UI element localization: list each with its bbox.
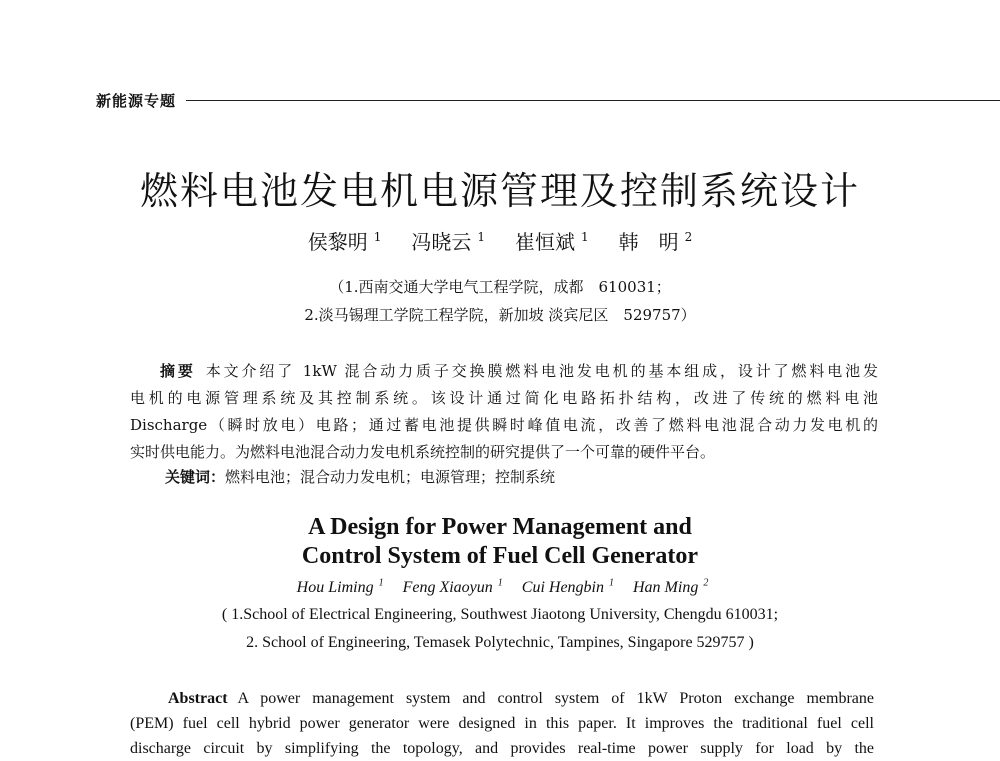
chinese-title: 燃料电池发电机电源管理及控制系统设计 — [139, 169, 860, 213]
section-tag: 新能源专题 — [96, 91, 177, 110]
chinese-abstract — [130, 358, 878, 466]
affiliation-en-2: 2. School of Engineering, Temasek Polytechnic, Tampines, Singapore 529757 ) — [246, 634, 754, 651]
chinese-authors — [0, 226, 1000, 255]
author-en-3: Cui Hengbin $^1$ — [521, 578, 614, 597]
chinese-keywords — [165, 466, 555, 487]
abstract-en-line: discharge circuit by simplifying the topology, and provides real-time power supply for load by the — [130, 740, 874, 757]
english-title-line-2: Control System of Fuel Cell Generator — [301, 543, 699, 569]
abstract-cn-line: Discharge（瞬时放电）电路；通过蓄电池提供瞬时峰值电流，改善了燃料电池混合动力发电机的 — [130, 416, 878, 434]
english-title-line-1: A Design for Power Management and — [308, 514, 692, 540]
author-cn-4: 韩 明 $^2$ — [618, 230, 693, 254]
abstract-cn-line: 实时供电能力。为燃料电池混合动力发电机系统控制的研究提供了一个可靠的硬件平台。 — [130, 443, 716, 461]
english-authors — [0, 578, 1000, 597]
author-en-2: Feng Xiaoyun $^1$ — [402, 578, 503, 597]
section-header — [96, 88, 1000, 112]
affiliation-cn-2: 2.淡马锡理工学院工程学院，新加坡 淡宾尼区 529757） — [304, 306, 696, 324]
abstract-en-line: Abstract A power management system and control system of 1kW Proton exchange membrane — [168, 690, 874, 707]
abstract-cn-line: 电机的电源管理系统及其控制系统。该设计通过简化电路拓扑结构，改进了传统的燃料电池 — [130, 389, 878, 407]
affiliation-cn-1: （1.西南交通大学电气工程学院，成都 610031； — [329, 278, 671, 296]
header-rule — [186, 100, 1000, 101]
abstract-cn-label: 摘要 — [160, 362, 196, 380]
abstract-cn-line: 摘要 本文介绍了 1kW 混合动力质子交换膜燃料电池发电机的基本组成，设计了燃料电池发 — [160, 362, 878, 380]
author-cn-1: 侯黎明 $^1$ — [307, 230, 382, 254]
keywords-label: 关键词： — [165, 468, 226, 486]
abstract-en-label: Abstract — [168, 690, 228, 707]
keywords-text: 燃料电池；混合动力发电机；电源管理；控制系统 — [225, 468, 556, 486]
author-en-1: Hou Liming $^1$ — [296, 578, 384, 597]
author-cn-2: 冯晓云 $^1$ — [411, 230, 485, 254]
english-abstract — [130, 686, 874, 761]
affiliation-en-1: ( 1.School of Electrical Engineering, Southwest Jiaotong University, Chengdu 610031; — [221, 606, 779, 623]
author-en-4: Han Ming $^2$ — [633, 578, 709, 597]
author-cn-3: 崔恒斌 $^1$ — [515, 230, 589, 254]
abstract-en-line: (PEM) fuel cell hybrid power generator were designed in this paper. It improves the traditional fuel cell — [130, 715, 874, 732]
